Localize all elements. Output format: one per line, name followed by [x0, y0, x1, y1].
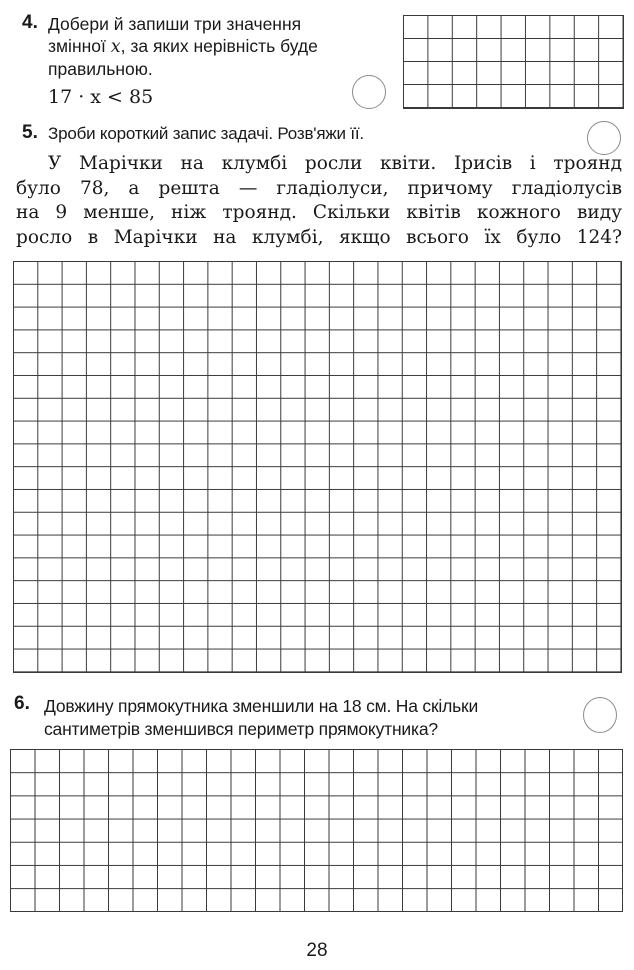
task4-line2 — [48, 35, 390, 58]
story-line-1: У Марічки на клумбі росли квіти. Ірисів і троянд — [48, 153, 622, 174]
task4-line2-post: , за яких нерівність буде — [120, 36, 318, 56]
task4-line2-pre: змінної — [48, 36, 111, 56]
task6-answer-grid[interactable] — [10, 749, 623, 912]
task4-inequality: 17 · x < 85 — [48, 86, 154, 108]
task6-number: 6. — [14, 693, 30, 714]
task6-prompt — [44, 695, 478, 741]
task4-score-circle — [352, 75, 386, 109]
story-line-4: росло в Марічки на клумбі, якщо всього їх було 124? — [16, 226, 622, 248]
task4-line3: правильною. — [48, 59, 153, 79]
task5-answer-grid[interactable] — [13, 261, 622, 673]
task5-story — [16, 152, 622, 250]
task4-line1 — [48, 13, 390, 35]
task5-number: 5. — [22, 122, 38, 143]
story-line-2: було 78, а решта — гладіолуси, причому гладіолусів — [16, 177, 622, 199]
task4-line1-text: Добери й запиши три значення — [48, 14, 302, 34]
task6-line2: сантиметрів зменшився периметр прямокутника? — [44, 719, 438, 739]
variable-x: x — [110, 37, 121, 57]
task5-instruction: Зроби короткий запис задачі. Розв'яжи її. — [48, 124, 364, 143]
task6-line1: Довжину прямокутника зменшили на 18 см. На скільки — [44, 696, 479, 716]
task6-score-circle — [583, 697, 617, 733]
task4-number: 4. — [22, 12, 38, 33]
page-number: 28 — [306, 940, 328, 961]
task4-prompt — [48, 13, 390, 80]
story-line-3: на 9 менше, ніж троянд. Скільки квітів кожного виду — [16, 202, 622, 223]
task4-answer-grid[interactable] — [403, 15, 624, 109]
task5-score-circle — [587, 121, 621, 155]
